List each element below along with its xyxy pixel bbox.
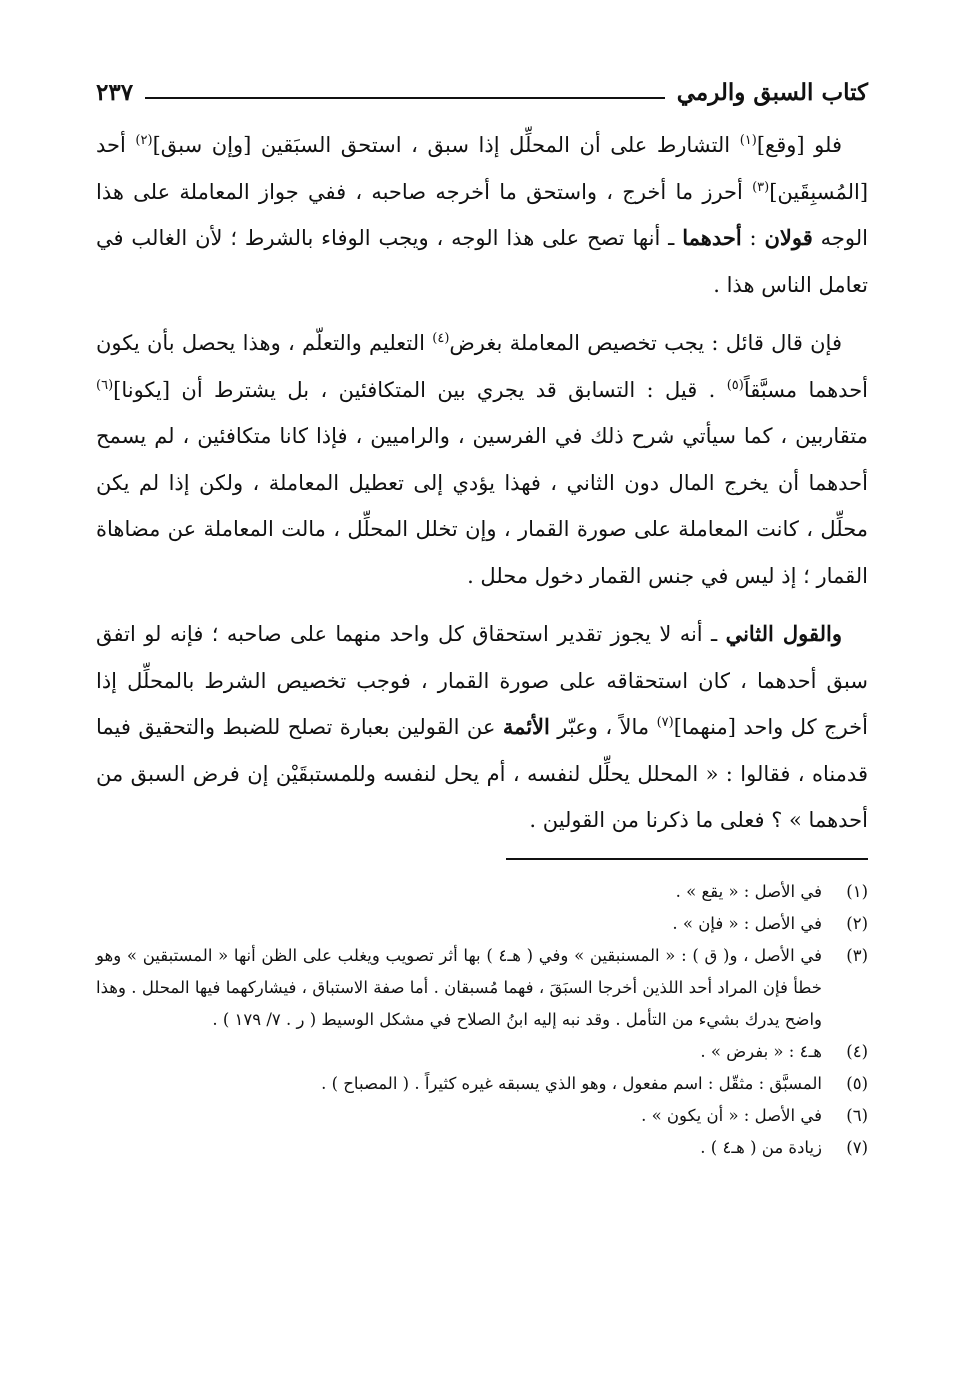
text-run: متقاربين ، كما سيأتي شرح ذلك في الفرسين ، والراميين ، فإذا كانا متكافئين ، لم يسمح أحدهما أن يخرج المال دون الثاني ، فهذا يؤدي إلى تعطيل المعاملة ، ولكن إذا لم يكن محلِّل ، كانت المعاملة على صورة القمار ، وإن تخلل المحلِّل ، مالت المعاملة عن مضاهاة القمار ؛ إذ ليس في جنس القمار دخول محلل . <box>96 424 868 588</box>
paragraph <box>96 611 868 844</box>
footnote-text: زيادة من ( هـ٤ ) . <box>700 1137 822 1157</box>
header-rule <box>145 97 665 99</box>
text-run: أحرز ما أخرج ، واستحق ما أخرجه صاحبه ، ففي جواز المعاملة على هذا الوجه <box>96 179 868 250</box>
footnote <box>96 908 868 940</box>
paragraph <box>96 320 868 599</box>
chapter-title: كتاب السبق والرمي <box>676 78 868 106</box>
footnotes <box>96 876 868 1164</box>
footnote <box>96 876 868 908</box>
book-page <box>96 72 868 1164</box>
footnote-reference: (٣) <box>752 179 770 195</box>
text-run: التعليم والتعلّم ، وهذا يحصل بأن يكون أحدهما مسبَّقاً <box>96 331 869 402</box>
footnote-text: في الأصل : « فإن » . <box>672 913 822 933</box>
footnote-number: (٣) <box>846 945 868 965</box>
footnote <box>96 1068 868 1100</box>
footnote-text: هـ٤ : « بفرض » . <box>700 1041 822 1061</box>
footnote-text: في الأصل ، و( ق ) : « المسنبقين » وفي ( هـ٤ ) بها أثر تصويب ويغلب على الظن أنها « المستبقين » وهو خطأ فإن المراد أحد اللذين أخرجا السبَقَ ، فهما مُسبقان . أما صفة الاستباق ، فيشاركهما فيها المحلل . وهذا واضح يدرك بشيء من التأمل . وقد نبه إليه ابنُ الصلاح في مشكل الوسيط ( ر . ٧/ ١٧٩ ) . <box>96 945 822 1029</box>
bold-term: أحدهما <box>682 225 742 250</box>
main-text <box>96 122 868 844</box>
text-run: فلو [وقع] <box>756 133 843 157</box>
footnote <box>96 1132 868 1164</box>
footnote-number: (٤) <box>846 1041 868 1061</box>
running-header <box>96 72 868 112</box>
footnote-text: المسبَّق : مثقّل : اسم مفعول ، وهو الذي يسبقه غيره كثيراً . ( المصباح ) . <box>321 1073 822 1093</box>
text-run: مالاً ، وعبّر <box>549 715 657 739</box>
footnote-reference: (٦) <box>96 377 114 393</box>
text-run: . قيل : التسابق قد يجري بين المتكافئين ، بل يشترط أن [يكونا] <box>113 377 727 402</box>
paragraph <box>96 122 868 308</box>
footnote-separator <box>506 858 868 860</box>
footnote <box>96 940 868 1036</box>
text-run: : <box>741 226 765 250</box>
text-run: ـ أنها تصح على هذا الوجه ، ويجب الوفاء بالشرط ؛ لأن الغالب في تعامل الناس هذا . <box>96 226 868 297</box>
footnote-text: في الأصل : « أن يكون » . <box>641 1105 822 1125</box>
footnote-number: (٢) <box>846 913 868 933</box>
footnote-reference: (٤) <box>432 331 450 346</box>
footnote <box>96 1100 868 1132</box>
footnote-number: (٦) <box>846 1105 868 1125</box>
text-run: أحد [المُسبِقَين] <box>96 133 869 204</box>
footnote <box>96 1036 868 1068</box>
text-run: فإن قال قائل : يجب تخصيص المعاملة بغرض <box>449 331 842 355</box>
footnote-reference: (٧) <box>656 715 674 730</box>
footnote-number: (١) <box>846 881 868 901</box>
footnote-reference: (١) <box>739 133 757 148</box>
text-run: التشارط على أن المحلِّل إذا سبق ، استحق السبَقين [وإن سبق] <box>152 133 740 157</box>
footnote-reference: (٥) <box>726 377 744 393</box>
footnote-text: في الأصل : « يقع » . <box>675 881 822 901</box>
footnote-number: (٥) <box>846 1073 868 1093</box>
text-run: عن القولين بعبارة تصلح للضبط والتحقيق فيما قدمناه ، فقالوا : « المحلل يحلِّل لنفسه ، أم يحل لنفسه وللمستبقَيْن إن فرض السبق من أحدهما » ؟ فعلى ما ذكرنا من القولين . <box>96 715 868 832</box>
footnote-number: (٧) <box>846 1137 868 1157</box>
bold-term: قولان <box>764 225 813 250</box>
bold-term: والقول الثاني <box>725 621 843 646</box>
page-number: ٢٣٧ <box>96 78 134 106</box>
footnote-reference: (٢) <box>135 133 153 148</box>
text-run: ـ أنه لا يجوز تقدير استحقاق كل واحد منهما على صاحبه ؛ فإنه لو اتفق سبق أحدهما ، كان استحقاقه على صورة القمار ، فوجب تخصيص الشرط بالمحلِّل إذا أخرج كل واحد [منهما] <box>96 622 868 739</box>
bold-term: الأئمة <box>502 714 550 739</box>
